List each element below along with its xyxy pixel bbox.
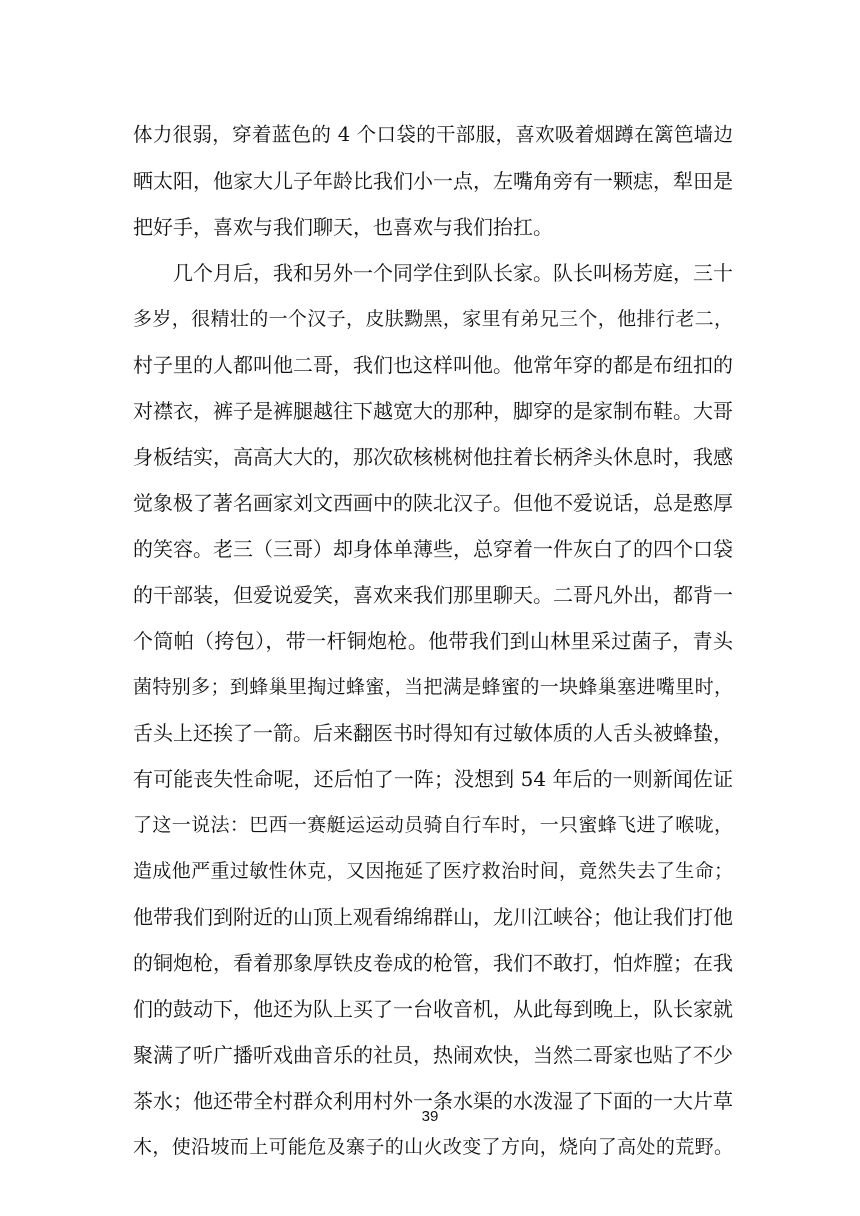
text-line: 对襟衣，裤子是裤腿越往下越宽大的那种，脚穿的是家制布鞋。大哥 — [133, 399, 733, 423]
text-line: 身板结实，高高大大的，那次砍核桃树他拄着长柄斧头休息时，我感 — [133, 445, 733, 469]
text-line: 聚满了听广播听戏曲音乐的社员，热闹欢快，当然二哥家也贴了不少 — [133, 1043, 733, 1067]
text-line: 几个月后，我和另外一个同学住到队长家。队长叫杨芳庭，三十 — [173, 261, 733, 285]
text-line: 多岁，很精壮的一个汉子，皮肤黝黑，家里有弟兄三个，他排行老二， — [133, 308, 733, 330]
text-line: 的笑容。老三（三哥）却身体单薄些，总穿着一件灰白了的四个口袋 — [133, 537, 733, 561]
text-line: 把好手，喜欢与我们聊天，也喜欢与我们抬扛。 — [133, 215, 553, 239]
text-line: 木，使沿坡而上可能危及寨子的山火改变了方向，烧向了高处的荒野。 — [133, 1136, 733, 1158]
text-line: 茶水；他还带全村群众利用村外一条水渠的水泼湿了下面的一大片草 — [133, 1089, 733, 1113]
text-line: 村子里的人都叫他二哥，我们也这样叫他。他常年穿的都是布纽扣的 — [133, 353, 733, 377]
paragraph-1 — [133, 112, 733, 250]
text-line: 觉象极了著名画家刘文西画中的陕北汉子。但他不爱说话，总是憨厚 — [133, 491, 733, 515]
text-line: 他带我们到附近的山顶上观看绵绵群山，龙川江峡谷；他让我们打他 — [133, 905, 733, 929]
text-line: 造成他严重过敏性休克，又因拖延了医疗救治时间，竟然失去了生命； — [133, 860, 733, 882]
text-line: 了这一说法：巴西一赛艇运运动员骑自行车时，一只蜜蜂飞进了喉咙， — [133, 814, 733, 836]
text-line: 个筒帕（挎包），带一杆铜炮枪。他带我们到山林里采过菌子，青头 — [133, 629, 733, 653]
paragraph-2 — [133, 250, 733, 1170]
text-line: 的干部装，但爱说爱笑，喜欢来我们那里聊天。二哥凡外出，都背一 — [133, 583, 733, 607]
text-line: 的铜炮枪，看着那象厚铁皮卷成的枪管，我们不敢打，怕炸膛；在我 — [133, 951, 733, 975]
text-line: 体力很弱，穿着蓝色的 4 个口袋的干部服，喜欢吸着烟蹲在篱笆墙边 — [133, 123, 733, 146]
body-text — [133, 112, 733, 1170]
page-number: 39 — [421, 1108, 439, 1125]
text-line: 舌头上还挨了一箭。后来翻医书时得知有过敏体质的人舌头被蜂蛰， — [133, 721, 733, 745]
text-line: 有可能丧失性命呢，还后怕了一阵；没想到 54 年后的一则新闻佐证 — [133, 767, 733, 791]
text-line: 们的鼓动下，他还为队上买了一台收音机，从此每到晚上，队长家就 — [133, 997, 733, 1021]
text-line: 晒太阳，他家大儿子年龄比我们小一点，左嘴角旁有一颗痣，犁田是 — [133, 169, 733, 193]
text-line: 菌特别多；到蜂巢里掏过蜂蜜，当把满是蜂蜜的一块蜂巢塞进嘴里时， — [133, 676, 733, 698]
